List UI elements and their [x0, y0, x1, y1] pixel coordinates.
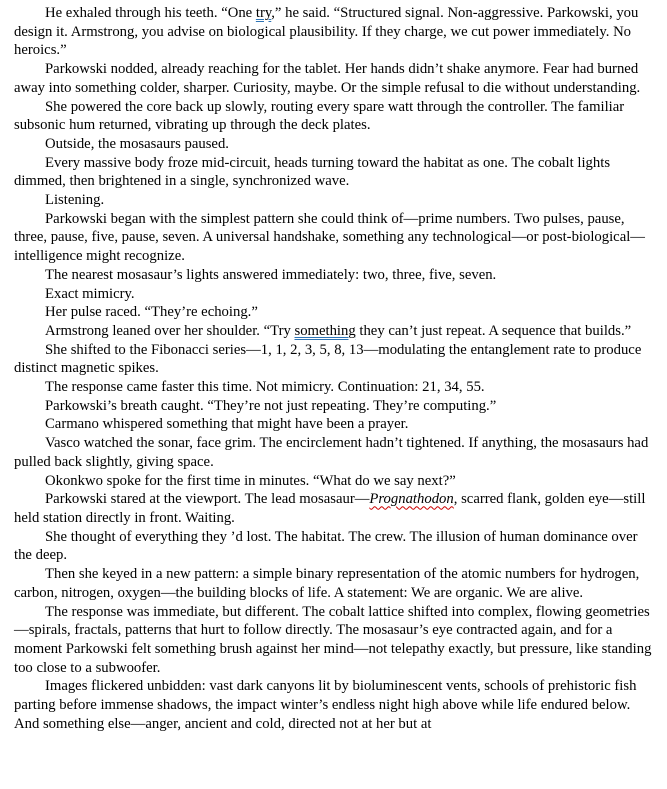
text-run: She powered the core back up slowly, routing every spare watt through the controller. The familiar subsonic hum returned, vibrating up through the deck plates. [14, 98, 625, 134]
paragraph [14, 378, 656, 397]
paragraph [14, 397, 656, 416]
paragraph [14, 472, 656, 491]
text-run: The response came faster this time. Not mimicry. Continuation: 21, 34, 55. [45, 379, 485, 396]
paragraph [14, 490, 656, 527]
text-run: , scarred flank, golden eye—still held station directly in front. Waiting. [14, 491, 646, 526]
text-run: She shifted to the Fibonacci series—1, 1, 2, 3, 5, 8, 13—modulating the entanglement rate to produce distinct magnetic spikes. [14, 341, 642, 377]
text-run: Parkowski’s breath caught. “They’re not just repeating. They’re computing.” [45, 397, 497, 414]
text-run: Her pulse raced. “They’re echoing.” [45, 304, 258, 321]
text-run: The nearest mosasaur’s lights answered immediately: two, three, five, seven. [45, 266, 497, 283]
paragraph [14, 434, 656, 471]
text-run: Every massive body froze mid-circuit, heads turning toward the habitat as one. The cobalt lights dimmed, then brightened in a single, synchronized wave. [14, 154, 611, 190]
paragraph [14, 154, 656, 191]
text-run: The response was immediate, but different. The cobalt lattice shifted into complex, flowing geometries—spirals, fractals, patterns that hurt to follow directly. The mosasaur’s eye contracted again, and for a moment Parkowski felt something brush against her mind—not telepathy exactly, but pressure, like standing too close to a subwoofer. [14, 603, 652, 676]
text-run: Parkowski nodded, already reaching for the tablet. Her hands didn’t shake anymore. Fear had burned away into something colder, sharper. Curiosity, maybe. Or the simple refusal to die without understanding. [14, 61, 641, 96]
paragraph [14, 341, 656, 378]
paragraph [14, 603, 656, 678]
text-run: Listening. [45, 192, 105, 209]
grammar-marked-word: try [255, 5, 272, 21]
paragraph [14, 565, 656, 602]
text-run: Parkowski began with the simplest pattern she could think of—prime numbers. Two pulses, pause, three, pause, five, pause, seven. A universal handshake, something any technological—or post-biological—intelligence might recognize. [14, 210, 645, 265]
text-run: ,” he said. “Structured signal. Non-aggressive. Parkowski, you design it. Armstrong, you advise on biological plausibility. If they charge, we cut power immediately. No heroics.” [14, 5, 639, 59]
text-run: He exhaled through his teeth. “One [45, 5, 256, 21]
paragraph [14, 303, 656, 322]
paragraph [14, 135, 656, 154]
paragraph [14, 4, 656, 60]
text-run: She thought of everything they ’d lost. The habitat. The crew. The illusion of human dominance over the deep. [14, 528, 638, 564]
text-run: Okonkwo spoke for the first time in minutes. “What do we say next?” [45, 472, 456, 489]
paragraph [14, 677, 656, 733]
paragraph [14, 210, 656, 266]
paragraph [14, 322, 656, 341]
text-run: Images flickered unbidden: vast dark canyons lit by bioluminescent vents, schools of prehistoric fish parting before immense shadows, the impact winter’s endless night high above while life endured below. And something else—anger, ancient and cold, directed not at her but at [14, 678, 637, 732]
text-run: Outside, the mosasaurs paused. [45, 135, 229, 152]
text-run: they can’t just repeat. A sequence that builds.” [355, 322, 632, 339]
document-body-text [14, 4, 656, 733]
text-run: Then she keyed in a new pattern: a simple binary representation of the atomic numbers for hydrogen, carbon, nitrogen, oxygen—the building blocks of life. A statement: We are organic. We are alive. [14, 566, 640, 601]
text-run: Parkowski stared at the viewport. The lead mosasaur— [45, 491, 370, 508]
paragraph [14, 98, 656, 135]
text-run: Carmano whispered something that might have been a prayer. [45, 416, 409, 433]
text-run: Vasco watched the sonar, face grim. The encirclement hadn’t tightened. If anything, the mosasaurs had pulled back slightly, giving space. [14, 435, 649, 470]
paragraph [14, 528, 656, 565]
paragraph [14, 60, 656, 97]
text-run: Exact mimicry. [45, 285, 135, 302]
paragraph [14, 266, 656, 285]
text-run: Armstrong leaned over her shoulder. “Try [45, 322, 295, 339]
grammar-marked-word: something [294, 322, 356, 339]
paragraph [14, 191, 656, 210]
spelling-marked-word: Prognathodon [369, 491, 454, 508]
paragraph [14, 415, 656, 434]
paragraph [14, 285, 656, 304]
